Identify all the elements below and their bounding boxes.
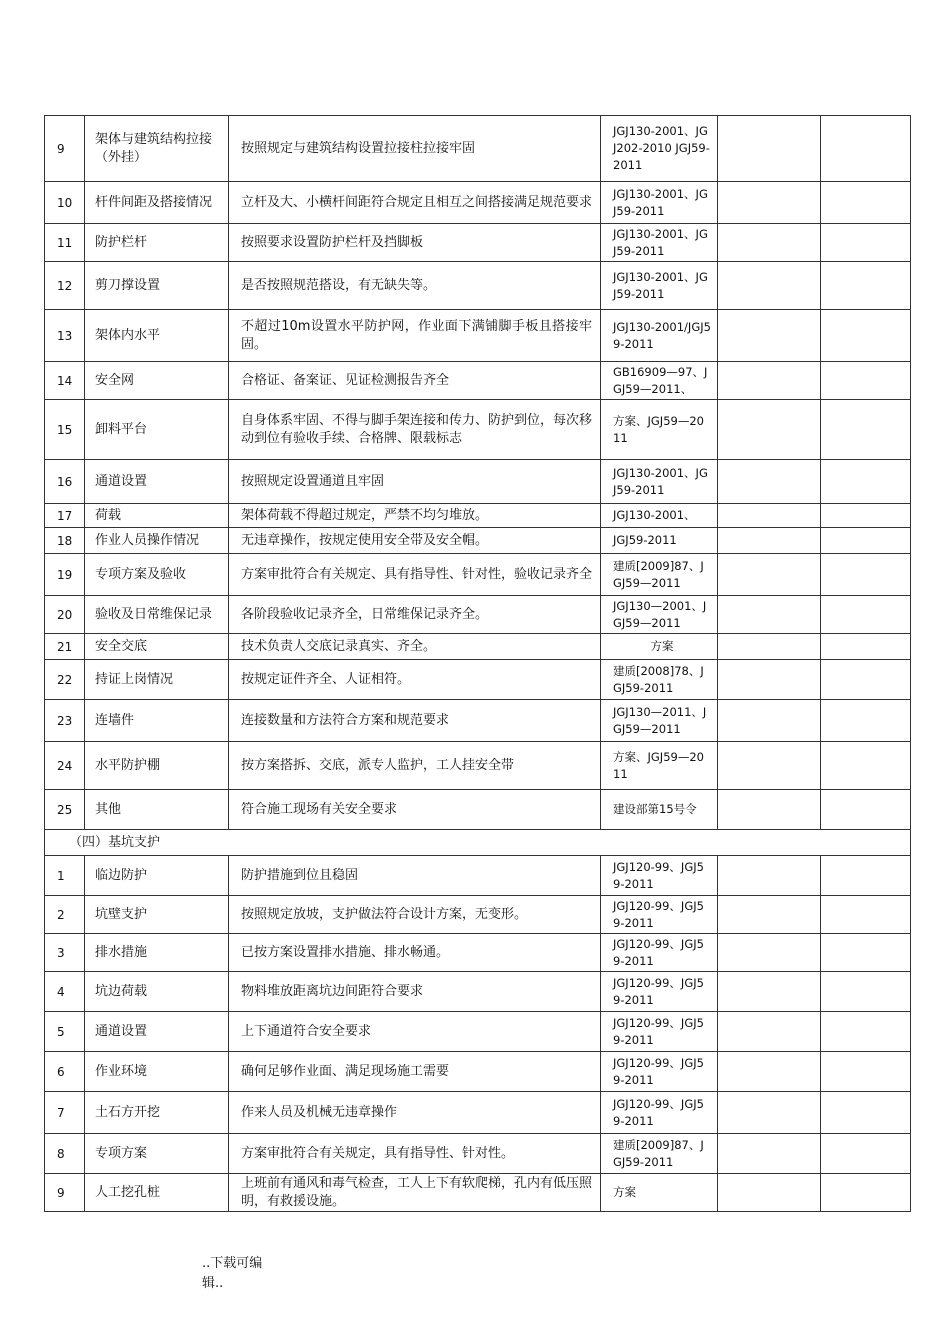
table-row xyxy=(45,972,911,1012)
remark-cell xyxy=(821,896,911,934)
table-row xyxy=(45,596,911,634)
remark-cell xyxy=(821,634,911,660)
row-number: 21 xyxy=(45,634,85,660)
check-item: 架体与建筑结构拉接（外挂） xyxy=(85,116,229,182)
table-row xyxy=(45,460,911,504)
table-row xyxy=(45,310,911,362)
check-item: 连墙件 xyxy=(85,700,229,742)
row-number: 9 xyxy=(45,116,85,182)
reference-standard: JGJ130-2001、JGJ59-2011 xyxy=(601,460,718,504)
check-requirement: 上下通道符合安全要求 xyxy=(229,1012,601,1052)
inspection-table xyxy=(44,115,911,1212)
result-cell xyxy=(718,634,821,660)
remark-cell xyxy=(821,934,911,972)
check-item: 作业环境 xyxy=(85,1052,229,1092)
reference-standard: 建设部第15号令 xyxy=(601,790,718,830)
remark-cell xyxy=(821,554,911,596)
remark-cell xyxy=(821,182,911,224)
row-number: 18 xyxy=(45,528,85,554)
row-number: 2 xyxy=(45,896,85,934)
table-row xyxy=(45,1052,911,1092)
check-item: 安全交底 xyxy=(85,634,229,660)
table-row xyxy=(45,1134,911,1174)
check-requirement: 无违章操作，按规定使用安全带及安全帽。 xyxy=(229,528,601,554)
table-row xyxy=(45,224,911,262)
reference-standard: 建质[2009]87、JGJ59—2011 xyxy=(601,554,718,596)
remark-cell xyxy=(821,972,911,1012)
table-row xyxy=(45,1012,911,1052)
check-requirement: 方案审批符合有关规定、具有指导性、针对性，验收记录齐全 xyxy=(229,554,601,596)
check-requirement: 按照规定放坡，支护做法符合设计方案，无变形。 xyxy=(229,896,601,934)
check-item: 持证上岗情况 xyxy=(85,660,229,700)
reference-standard: 方案、JGJ59—2011 xyxy=(601,742,718,790)
table-row xyxy=(45,660,911,700)
check-item: 水平防护棚 xyxy=(85,742,229,790)
check-requirement: 不超过10m设置水平防护网，作业面下满铺脚手板且搭接牢固。 xyxy=(229,310,601,362)
result-cell xyxy=(718,856,821,896)
table-row xyxy=(45,1092,911,1134)
reference-standard: 建质[2009]87、JGJ59-2011 xyxy=(601,1134,718,1174)
check-item: 专项方案 xyxy=(85,1134,229,1174)
remark-cell xyxy=(821,1134,911,1174)
remark-cell xyxy=(821,1012,911,1052)
row-number: 7 xyxy=(45,1092,85,1134)
remark-cell xyxy=(821,1052,911,1092)
table-row xyxy=(45,528,911,554)
remark-cell xyxy=(821,262,911,310)
result-cell xyxy=(718,742,821,790)
reference-standard: JGJ130—2001、JGJ59—2011 xyxy=(601,596,718,634)
reference-standard: JGJ130-2001、JGJ59-2011 xyxy=(601,224,718,262)
reference-standard: JGJ120-99、JGJ59-2011 xyxy=(601,856,718,896)
result-cell xyxy=(718,896,821,934)
reference-standard: JGJ130—2011、JGJ59—2011 xyxy=(601,700,718,742)
check-requirement: 防护措施到位且稳固 xyxy=(229,856,601,896)
remark-cell xyxy=(821,596,911,634)
check-item: 坑壁支护 xyxy=(85,896,229,934)
inspection-sheet xyxy=(44,115,910,1212)
footer-note: ..下载可编辑.. xyxy=(202,1256,263,1291)
result-cell xyxy=(718,116,821,182)
result-cell xyxy=(718,224,821,262)
check-requirement: 符合施工现场有关安全要求 xyxy=(229,790,601,830)
reference-standard: JGJ120-99、JGJ59-2011 xyxy=(601,1012,718,1052)
check-requirement: 按照规定与建筑结构设置拉接柱拉接牢固 xyxy=(229,116,601,182)
reference-standard: 建质[2008]78、JGJ59-2011 xyxy=(601,660,718,700)
row-number: 10 xyxy=(45,182,85,224)
row-number: 1 xyxy=(45,856,85,896)
check-item: 土石方开挖 xyxy=(85,1092,229,1134)
table-row xyxy=(45,400,911,460)
result-cell xyxy=(718,262,821,310)
result-cell xyxy=(718,660,821,700)
check-item: 验收及日常维保记录 xyxy=(85,596,229,634)
result-cell xyxy=(718,362,821,400)
section-header-row xyxy=(45,830,911,856)
reference-standard: JGJ120-99、JGJ59-2011 xyxy=(601,934,718,972)
table-row xyxy=(45,182,911,224)
check-item: 排水措施 xyxy=(85,934,229,972)
table-row xyxy=(45,634,911,660)
remark-cell xyxy=(821,460,911,504)
check-item: 专项方案及验收 xyxy=(85,554,229,596)
table-row xyxy=(45,262,911,310)
remark-cell xyxy=(821,1174,911,1212)
result-cell xyxy=(718,790,821,830)
table-row xyxy=(45,1174,911,1212)
row-number: 20 xyxy=(45,596,85,634)
check-requirement: 按照规定设置通道且牢固 xyxy=(229,460,601,504)
reference-standard: JGJ130-2001、JGJ59-2011 xyxy=(601,262,718,310)
remark-cell xyxy=(821,116,911,182)
table-row xyxy=(45,856,911,896)
remark-cell xyxy=(821,504,911,528)
check-item: 人工挖孔桩 xyxy=(85,1174,229,1212)
row-number: 6 xyxy=(45,1052,85,1092)
check-item: 其他 xyxy=(85,790,229,830)
result-cell xyxy=(718,1092,821,1134)
remark-cell xyxy=(821,1092,911,1134)
row-number: 9 xyxy=(45,1174,85,1212)
result-cell xyxy=(718,182,821,224)
row-number: 8 xyxy=(45,1134,85,1174)
remark-cell xyxy=(821,742,911,790)
row-number: 23 xyxy=(45,700,85,742)
row-number: 15 xyxy=(45,400,85,460)
check-requirement: 技术负责人交底记录真实、齐全。 xyxy=(229,634,601,660)
reference-standard: JGJ120-99、JGJ59-2011 xyxy=(601,1052,718,1092)
row-number: 5 xyxy=(45,1012,85,1052)
check-requirement: 按照要求设置防护栏杆及挡脚板 xyxy=(229,224,601,262)
check-requirement: 架体荷载不得超过规定，严禁不均匀堆放。 xyxy=(229,504,601,528)
table-row xyxy=(45,790,911,830)
reference-standard: JGJ130-2001、JGJ59-2011 xyxy=(601,182,718,224)
check-requirement: 上班前有通风和毒气检查，工人上下有软爬梯，孔内有低压照明，有救援设施。 xyxy=(229,1174,601,1212)
result-cell xyxy=(718,972,821,1012)
remark-cell xyxy=(821,700,911,742)
row-number: 3 xyxy=(45,934,85,972)
remark-cell xyxy=(821,528,911,554)
result-cell xyxy=(718,1134,821,1174)
reference-standard: JGJ130-2001、 xyxy=(601,504,718,528)
result-cell xyxy=(718,934,821,972)
remark-cell xyxy=(821,660,911,700)
reference-standard: JGJ59-2011 xyxy=(601,528,718,554)
result-cell xyxy=(718,310,821,362)
reference-standard: 方案 xyxy=(601,634,718,660)
result-cell xyxy=(718,400,821,460)
check-requirement: 方案审批符合有关规定，具有指导性、针对性。 xyxy=(229,1134,601,1174)
check-requirement: 作来人员及机械无违章操作 xyxy=(229,1092,601,1134)
table-row xyxy=(45,896,911,934)
check-item: 安全网 xyxy=(85,362,229,400)
check-item: 坑边荷载 xyxy=(85,972,229,1012)
row-number: 25 xyxy=(45,790,85,830)
check-item: 作业人员操作情况 xyxy=(85,528,229,554)
result-cell xyxy=(718,700,821,742)
row-number: 11 xyxy=(45,224,85,262)
reference-standard: JGJ120-99、JGJ59-2011 xyxy=(601,1092,718,1134)
reference-standard: 方案 xyxy=(601,1174,718,1212)
remark-cell xyxy=(821,362,911,400)
table-row xyxy=(45,504,911,528)
check-requirement: 自身体系牢固、不得与脚手架连接和传力、防护到位，每次移动到位有验收手续、合格牌、限载标志 xyxy=(229,400,601,460)
result-cell xyxy=(718,1052,821,1092)
row-number: 24 xyxy=(45,742,85,790)
reference-standard: JGJ130-2001/JGJ59-2011 xyxy=(601,310,718,362)
section-title: （四）基坑支护 xyxy=(45,830,911,856)
check-requirement: 已按方案设置排水措施、排水畅通。 xyxy=(229,934,601,972)
reference-standard: JGJ130-2001、JGJ202-2010 JGJ59-2011 xyxy=(601,116,718,182)
check-item: 剪刀撑设置 xyxy=(85,262,229,310)
check-requirement: 确何足够作业面、满足现场施工需要 xyxy=(229,1052,601,1092)
result-cell xyxy=(718,1012,821,1052)
row-number: 17 xyxy=(45,504,85,528)
check-requirement: 物料堆放距离坑边间距符合要求 xyxy=(229,972,601,1012)
check-item: 防护栏杆 xyxy=(85,224,229,262)
result-cell xyxy=(718,460,821,504)
result-cell xyxy=(718,596,821,634)
row-number: 22 xyxy=(45,660,85,700)
check-requirement: 合格证、备案证、见证检测报告齐全 xyxy=(229,362,601,400)
table-row xyxy=(45,362,911,400)
reference-standard: JGJ120-99、JGJ59-2011 xyxy=(601,896,718,934)
reference-standard: GB16909—97、JGJ59—2011、 xyxy=(601,362,718,400)
row-number: 16 xyxy=(45,460,85,504)
remark-cell xyxy=(821,856,911,896)
table-row xyxy=(45,116,911,182)
table-row xyxy=(45,934,911,972)
reference-standard: 方案、JGJ59—2011 xyxy=(601,400,718,460)
row-number: 12 xyxy=(45,262,85,310)
check-requirement: 各阶段验收记录齐全，日常维保记录齐全。 xyxy=(229,596,601,634)
result-cell xyxy=(718,528,821,554)
check-requirement: 按方案搭拆、交底，派专人监护，工人挂安全带 xyxy=(229,742,601,790)
reference-standard: JGJ120-99、JGJ59-2011 xyxy=(601,972,718,1012)
remark-cell xyxy=(821,224,911,262)
result-cell xyxy=(718,554,821,596)
check-requirement: 是否按照规范搭设，有无缺失等。 xyxy=(229,262,601,310)
result-cell xyxy=(718,504,821,528)
row-number: 14 xyxy=(45,362,85,400)
check-item: 通道设置 xyxy=(85,1012,229,1052)
check-item: 临边防护 xyxy=(85,856,229,896)
remark-cell xyxy=(821,400,911,460)
check-item: 架体内水平 xyxy=(85,310,229,362)
row-number: 13 xyxy=(45,310,85,362)
check-item: 卸料平台 xyxy=(85,400,229,460)
row-number: 19 xyxy=(45,554,85,596)
remark-cell xyxy=(821,310,911,362)
check-requirement: 连接数量和方法符合方案和规范要求 xyxy=(229,700,601,742)
check-requirement: 立杆及大、小横杆间距符合规定且相互之间搭接满足规范要求 xyxy=(229,182,601,224)
check-requirement: 按规定证件齐全、人证相符。 xyxy=(229,660,601,700)
check-item: 通道设置 xyxy=(85,460,229,504)
check-item: 荷载 xyxy=(85,504,229,528)
remark-cell xyxy=(821,790,911,830)
table-row xyxy=(45,742,911,790)
table-row xyxy=(45,554,911,596)
row-number: 4 xyxy=(45,972,85,1012)
table-row xyxy=(45,700,911,742)
check-item: 杆件间距及搭接情况 xyxy=(85,182,229,224)
result-cell xyxy=(718,1174,821,1212)
